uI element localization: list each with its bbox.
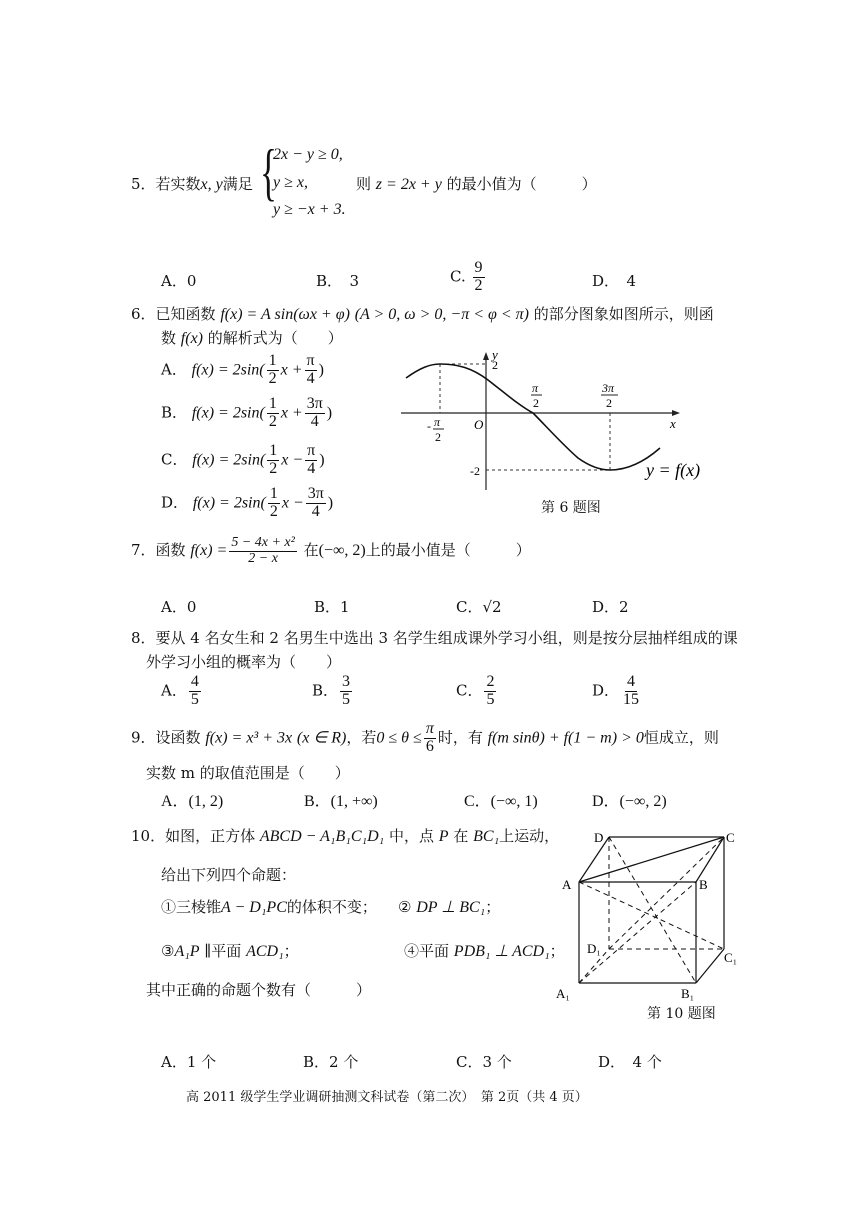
frac-den: 4 xyxy=(310,412,319,430)
tick-neg-pi-den: 2 xyxy=(435,430,441,444)
curve-label: y = f(x) xyxy=(646,460,701,480)
tick-pi-num: π xyxy=(532,381,539,395)
p1a: ①三棱锥 xyxy=(161,898,222,916)
frac-den: 4 xyxy=(306,369,315,387)
q5-stem xyxy=(131,173,253,194)
q7-frac xyxy=(229,536,297,566)
opt-label: C． xyxy=(161,450,188,469)
opt-mid: x − xyxy=(281,451,304,469)
q9-stem xyxy=(131,721,719,756)
q10-l1g: 上运动， xyxy=(499,827,560,845)
frac-num: 3π xyxy=(307,485,324,502)
p4b: PDB₁ ⊥ ACD₁ xyxy=(453,943,550,960)
vertex-B1: B₁ xyxy=(681,986,695,1001)
q5-constraint-2: y ≥ x, xyxy=(273,174,308,191)
q6-figure-caption: 第 6 题图 xyxy=(541,500,601,516)
frac-num: 3π xyxy=(306,395,323,412)
diag-AC1 xyxy=(579,882,724,949)
p3b: A₁P xyxy=(174,943,200,960)
q10-l1a: 10．如图，正方体 xyxy=(131,827,256,845)
q5-then: 则 xyxy=(356,175,372,193)
frac-num: 5 − 4x + x² xyxy=(231,535,295,550)
q9-option-d: D．(−∞, 2) xyxy=(592,793,667,810)
opt-label: B． xyxy=(312,681,339,700)
frac-den: 2 xyxy=(474,276,483,294)
q6-line-1 xyxy=(131,303,714,324)
q7-interval: (−∞, 2) xyxy=(318,542,366,560)
frac-den: 5 xyxy=(486,690,495,708)
q8-option-d xyxy=(592,674,643,709)
frac-num: π xyxy=(425,720,434,737)
q6-option-a xyxy=(161,353,324,388)
q10-option-d: D． 4 个 xyxy=(598,1053,662,1071)
opt-mid: x + xyxy=(280,404,303,422)
q7-option-a: A．0 xyxy=(161,598,197,616)
q6-l2c: 的解析式为（ ） xyxy=(207,329,343,347)
diag-D1C xyxy=(609,837,724,949)
opt-pre: f(x) = 2sin( xyxy=(192,451,266,469)
q6-option-c xyxy=(161,443,325,478)
q9-a: 9．设函数 xyxy=(131,728,201,747)
opt-label: B． xyxy=(161,403,188,422)
tick-3pi-num: 3π xyxy=(602,381,615,395)
q10-cube-figure xyxy=(549,825,752,1005)
p3e: ； xyxy=(283,942,299,960)
p3a: ③ xyxy=(161,942,175,960)
opt-frac-pi xyxy=(306,486,326,521)
opt-frac xyxy=(267,443,279,478)
q5-prefix: 5．若实数 xyxy=(131,175,201,193)
q5-constraint-3: y ≥ −x + 3. xyxy=(273,201,346,218)
q9-e: 恒成立，则 xyxy=(643,728,719,747)
p2c: ； xyxy=(485,898,501,916)
q6-l1d: 的部分图象如图所示，则函 xyxy=(533,305,714,323)
q10-l1b: ABCD − A₁B₁C₁D₁ xyxy=(259,828,385,845)
q6-option-d xyxy=(161,486,333,521)
vertex-A1: A₁ xyxy=(556,986,570,1001)
q8-line-2: 外学习小组的概率为（ ） xyxy=(146,653,342,671)
opt-label: C． xyxy=(456,681,483,700)
q10-line-2: 给出下列四个命题： xyxy=(161,866,297,884)
opt-frac-pi xyxy=(305,353,317,388)
q7-c: 上的最小值是（ ） xyxy=(365,541,531,560)
q9-c: 0 ≤ θ ≤ xyxy=(376,729,422,747)
opt-frac xyxy=(484,674,496,709)
q5-option-b: B． 3 xyxy=(316,272,360,290)
frac-num: 2 xyxy=(486,673,495,690)
frac-num: 1 xyxy=(268,352,277,369)
q8-option-c xyxy=(456,674,498,709)
opt-label: A． xyxy=(161,681,187,700)
frac-den: 4 xyxy=(307,459,316,477)
opt-pre: f(x) = 2sin( xyxy=(192,494,266,512)
tick-3pi-den: 2 xyxy=(606,396,612,410)
q5-constraint-1: 2x − y ≥ 0, xyxy=(273,146,343,163)
q9-d: 时，有 xyxy=(437,728,483,747)
frac-den: 2 xyxy=(268,369,277,387)
frac-den: 5 xyxy=(342,690,351,708)
p1c: 的体积不变； xyxy=(286,898,377,916)
vertex-B: B xyxy=(699,877,708,892)
vertex-D1: D₁ xyxy=(587,941,601,956)
frac-num: π xyxy=(306,352,315,369)
page-footer: 高 2011 级学生学业调研抽测文科试卷（第二次） 第 2页（共 4 页） xyxy=(186,1090,588,1105)
frac-num: 3 xyxy=(342,673,351,690)
frac-den: 2 xyxy=(268,412,277,430)
q6-l2a: 数 xyxy=(161,329,177,347)
q9-frac xyxy=(424,721,436,756)
frac-num: 4 xyxy=(627,673,636,690)
tick-pi-den: 2 xyxy=(533,396,539,410)
q6-l2b: f(x) xyxy=(180,330,203,347)
opt-frac xyxy=(268,486,280,521)
q6-line-2 xyxy=(161,327,343,348)
q5-option-c-frac xyxy=(473,260,485,295)
p1b: A − D₁PC xyxy=(221,899,287,916)
q7-option-d: D．2 xyxy=(592,598,629,616)
y-axis-arrow xyxy=(483,352,489,360)
q9-domain: (x ∈ R) xyxy=(296,729,347,747)
q6-l1b: f(x) = A sin(ωx + φ) xyxy=(220,306,350,323)
p2b: DP ⊥ BC₁ xyxy=(416,899,486,916)
diag-A1B xyxy=(579,882,696,983)
q7-stem xyxy=(131,536,531,566)
q9-line-2: 实数 m 的取值范围是（ ） xyxy=(146,764,350,782)
origin-label: O xyxy=(474,417,484,432)
q7-option-b: B．1 xyxy=(314,598,350,616)
q10-l1c: 中，点 xyxy=(388,827,434,845)
q5-tail: 的最小值为（ ） xyxy=(446,175,597,193)
q5-option-d: D． 4 xyxy=(592,272,637,290)
opt-frac-pi xyxy=(305,443,317,478)
q5-option-c-label: C. xyxy=(450,267,466,286)
q10-l1f: BC₁ xyxy=(473,828,500,845)
vertex-D: D xyxy=(594,830,604,845)
tick-neg2: -2 xyxy=(470,464,480,478)
q8-option-b xyxy=(312,674,354,709)
p4a: ④平面 xyxy=(404,942,450,960)
q5-expr: z = 2x + y xyxy=(375,176,442,193)
opt-pre: f(x) = 2sin( xyxy=(191,361,265,379)
q9-b: ，若 xyxy=(346,728,377,747)
q5-question xyxy=(356,173,597,194)
edge-B1C1 xyxy=(696,949,724,983)
q5-option-a: A．0 xyxy=(161,272,197,290)
q10-prop-3 xyxy=(161,940,299,961)
opt-label: D． xyxy=(592,681,620,700)
q10-figure-caption: 第 10 题图 xyxy=(647,1006,716,1022)
q8-line-1: 8．要从 4 名女生和 2 名男生中选出 3 名学生组成课外学习小组，则是按分层抽样组成的课 xyxy=(131,629,738,647)
frac-den: 6 xyxy=(425,737,434,755)
x-axis-label: x xyxy=(670,416,676,431)
opt-pre: f(x) = 2sin( xyxy=(191,404,265,422)
q10-line-5: 其中正确的命题个数有（ ） xyxy=(146,981,372,999)
q10-prop-2 xyxy=(398,896,500,917)
q7-a: 7．函数 xyxy=(131,541,186,560)
opt-label: D． xyxy=(161,493,189,512)
p3c: ∥平面 xyxy=(204,942,242,960)
opt-frac xyxy=(267,353,279,388)
frac-den: 2 xyxy=(269,502,278,520)
frac-num: 1 xyxy=(269,485,278,502)
q8-option-a xyxy=(161,674,203,709)
opt-frac xyxy=(267,396,279,431)
opt-frac xyxy=(189,674,201,709)
q7-lhs: f(x) = xyxy=(190,542,228,560)
tick-neg-sign: - xyxy=(427,419,431,433)
q10-l1d: P xyxy=(438,828,449,845)
p4c: ； xyxy=(549,942,565,960)
opt-end: ) xyxy=(327,494,334,512)
frac-den: 5 xyxy=(190,690,199,708)
opt-label: A． xyxy=(161,360,187,379)
q5-vars: x, y xyxy=(200,176,223,193)
frac-den: 2 xyxy=(269,459,278,477)
q10-option-c: C．3 个 xyxy=(456,1053,512,1071)
q9-option-b: B．(1, +∞) xyxy=(304,793,378,810)
q10-option-a: A．1 个 xyxy=(161,1053,217,1071)
q6-l1a: 6．已知函数 xyxy=(131,305,216,323)
q9-ineq: f(m sinθ) + f(1 − m) > 0 xyxy=(487,729,644,747)
q6-option-b xyxy=(161,396,332,431)
q10-option-b: B．2 个 xyxy=(303,1053,359,1071)
frac-num: 1 xyxy=(269,442,278,459)
frac-den: 2 − x xyxy=(248,550,278,566)
opt-frac-pi xyxy=(305,396,325,431)
q9-f: f(x) = x³ + 3x xyxy=(205,729,293,747)
vertex-C1: C₁ xyxy=(724,950,738,965)
tick-neg-pi-num: π xyxy=(434,415,441,429)
opt-mid: x + xyxy=(280,361,303,379)
opt-mid: x − xyxy=(281,494,304,512)
frac-den: 15 xyxy=(623,690,640,708)
p2a: ② xyxy=(398,898,412,916)
q5-brace: { xyxy=(260,136,277,207)
p3d: ACD₁ xyxy=(246,943,284,960)
frac-num: 9 xyxy=(474,259,483,276)
q10-prop-4 xyxy=(404,940,565,961)
q7-option-c: C．√2 xyxy=(456,598,502,616)
q6-l1c: (A > 0, ω > 0, −π < φ < π) xyxy=(354,306,529,323)
q9-option-c: C．(−∞, 1) xyxy=(464,793,538,810)
q10-line-1 xyxy=(131,825,559,846)
y-axis-label: y xyxy=(492,350,498,362)
q6-sine-graph xyxy=(396,350,726,495)
opt-end: ) xyxy=(318,361,324,379)
frac-num: 4 xyxy=(190,673,199,690)
frac-num: π xyxy=(307,442,316,459)
q9-option-a: A．(1, 2) xyxy=(161,793,224,810)
frac-den: 4 xyxy=(311,502,320,520)
q10-prop-1 xyxy=(161,896,377,917)
frac-num: 1 xyxy=(268,395,277,412)
q5-option-c xyxy=(450,260,487,295)
opt-frac xyxy=(340,674,352,709)
opt-frac xyxy=(621,674,641,709)
vertex-C: C xyxy=(726,830,735,845)
tick-2: 2 xyxy=(492,358,498,372)
sine-curve xyxy=(406,364,660,470)
opt-end: ) xyxy=(326,404,333,422)
q7-b: 在 xyxy=(303,541,319,560)
opt-end: ) xyxy=(319,451,325,469)
vertex-A: A xyxy=(562,877,572,892)
q10-l1e: 在 xyxy=(453,827,469,845)
q5-mid: 满足 xyxy=(222,175,253,193)
